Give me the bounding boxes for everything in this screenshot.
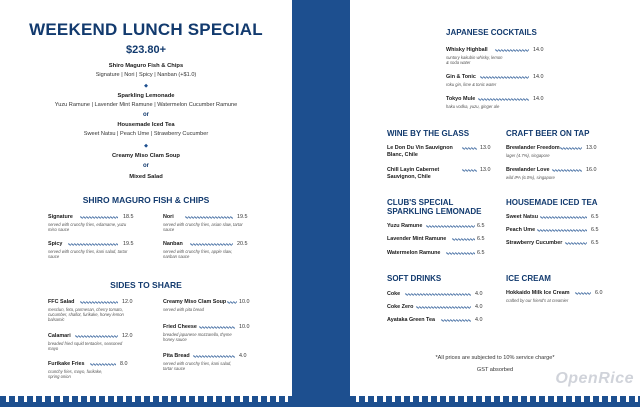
set-price: $23.80+ xyxy=(125,44,167,56)
iced-tea-section-title: HOUSEMADE ICED TEA xyxy=(506,198,598,207)
wine-section-title: WINE BY THE GLASS xyxy=(387,129,470,138)
menu-item-name: Le Don Du Vin Sauvignon Blanc, Chile xyxy=(387,145,453,158)
lemonade-section-title-line1: CLUB'S SPECIAL xyxy=(387,198,454,207)
menu-item-name: Spicy xyxy=(48,241,63,247)
ice-cream-section-title: ICE CREAM xyxy=(506,274,551,283)
beer-section-title: CRAFT BEER ON TAP xyxy=(506,129,590,138)
lemonade-section-title-line2: SPARKLING LEMONADE xyxy=(387,207,482,216)
menu-item-name: Pita Bread xyxy=(163,353,190,359)
menu-item-desc: wild IPA (6.0%), singapore xyxy=(506,175,555,180)
wave-divider-icon xyxy=(199,326,235,329)
menu-item-name: Gin & Tonic xyxy=(446,74,476,80)
wave-divider-icon xyxy=(227,301,237,304)
menu-item-price: 10.0 xyxy=(239,324,250,330)
wave-divider-icon xyxy=(540,216,587,219)
wave-divider-icon xyxy=(480,76,529,79)
menu-item-price: 13.0 xyxy=(586,145,597,151)
wave-divider-icon xyxy=(75,335,118,338)
wave-divider-icon xyxy=(575,292,591,295)
menu-item-desc: suntory kakubin whisky, lemon & soda water xyxy=(446,55,503,66)
menu-item-price: 12.0 xyxy=(122,333,133,339)
menu-item-desc: served with crunchy fries, apple slaw, nanban sauce xyxy=(163,249,233,260)
wave-divider-icon xyxy=(462,169,477,172)
menu-item-name: Coke Zero xyxy=(387,304,414,310)
menu-item-name: Brewlander Freedom xyxy=(506,145,560,151)
sides-section-title: SIDES TO SHARE xyxy=(110,280,182,290)
menu-item-desc: served with crunchy fries, kani salad, tartar sauce xyxy=(48,249,128,260)
menu-item-name: Ayataka Green Tea xyxy=(387,317,435,323)
menu-item-price: 6.5 xyxy=(477,236,485,242)
menu-item-desc: crafted by our friend's at creamier xyxy=(506,298,569,303)
set-drink-options: Yuzu Ramune | Lavender Mint Ramune | Watermelon Cucumber Ramune xyxy=(54,102,238,108)
menu-item-price: 6.5 xyxy=(477,223,485,229)
menu-item-name: Hokkaido Milk Ice Cream xyxy=(506,290,570,296)
menu-item-name: Nanban xyxy=(163,241,183,247)
wave-divider-icon xyxy=(190,243,233,246)
menu-item-price: 19.5 xyxy=(123,241,134,247)
menu-item-name: Nori xyxy=(163,214,174,220)
menu-item-name: Strawberry Cucumber xyxy=(506,240,563,246)
menu-item-price: 18.5 xyxy=(123,214,134,220)
menu-item-desc: breaded japanese mozzarella, thyme honey sauce xyxy=(163,332,232,343)
wave-divider-icon xyxy=(405,293,471,296)
wave-divider-icon xyxy=(441,319,471,322)
menu-item-name: Fried Cheese xyxy=(163,324,197,330)
diamond-divider-icon: ◆ xyxy=(144,83,148,89)
wave-divider-icon xyxy=(446,252,475,255)
menu-item-name: Tokyo Mule xyxy=(446,96,476,102)
wave-divider-icon xyxy=(565,242,587,245)
menu-item-price: 4.0 xyxy=(475,304,483,310)
menu-item-desc: served with crunchy fries, edamame, yuzu miso sauce xyxy=(48,222,127,233)
menu-item-name: Whisky Highball xyxy=(446,47,488,53)
menu-item-price: 6.5 xyxy=(477,250,485,256)
menu-item-price: 14.0 xyxy=(533,96,544,102)
menu-item-price: 13.0 xyxy=(480,145,491,151)
menu-item-price: 14.0 xyxy=(533,74,544,80)
menu-item-desc: served with crunchy fries, asian slaw, tartar sauce xyxy=(163,222,243,233)
set-main-name: Shiro Maguro Fish & Chips xyxy=(108,63,184,69)
right-menu-page xyxy=(350,0,640,402)
left-menu-page xyxy=(0,0,292,402)
menu-item-name: Brewlander Love xyxy=(506,167,550,173)
wave-divider-icon xyxy=(416,306,471,309)
weekend-lunch-title: WEEKEND LUNCH SPECIAL xyxy=(29,20,263,39)
menu-item-name: Yuzu Ramune xyxy=(387,223,423,229)
cocktails-section-title: JAPANESE COCKTAILS xyxy=(446,28,537,37)
menu-item-name: Sweet Natsu xyxy=(506,214,539,220)
set-soup-name: Creamy Miso Clam Soup xyxy=(112,153,180,159)
menu-item-price: 10.0 xyxy=(239,299,250,305)
wave-divider-icon xyxy=(552,169,582,172)
wave-divider-icon xyxy=(537,229,587,232)
menu-item-name: Calamari xyxy=(48,333,71,339)
menu-item-desc: haku vodka, yuzu, ginger ale xyxy=(446,104,500,109)
or-separator: or xyxy=(143,163,149,169)
bottom-wave-border xyxy=(0,396,292,402)
openrice-watermark: OpenRice xyxy=(555,370,634,387)
menu-item-desc: breaded fried squid tentacles, seasoned mayo xyxy=(48,341,123,352)
set-main-options: Signature | Nori | Spicy | Nanban (+$1.0) xyxy=(95,72,197,78)
menu-item-price: 13.0 xyxy=(480,167,491,173)
menu-item-desc: served with crunchy fries, kani salad, tartar sauce xyxy=(163,361,232,372)
fish-section-title: SHIRO MAGURO FISH & CHIPS xyxy=(82,195,210,205)
menu-item-price: 12.0 xyxy=(122,299,133,305)
wave-divider-icon xyxy=(478,98,529,101)
wave-divider-icon xyxy=(193,355,235,358)
menu-item-name: Creamy Miso Clam Soup xyxy=(163,299,227,305)
service-charge-note: *All prices are subjected to 10% service charge* xyxy=(435,355,555,361)
menu-item-name: Chill Layin Cabernet Sauvignon, Chile xyxy=(387,167,440,180)
menu-item-price: 4.0 xyxy=(475,317,483,323)
menu-item-price: 6.5 xyxy=(591,240,599,246)
menu-item-desc: roku gin, lime & tonic water xyxy=(446,82,497,87)
menu-item-name: Coke xyxy=(387,291,401,297)
set-tea-name: Housemade Iced Tea xyxy=(117,122,175,128)
or-separator: or xyxy=(143,112,149,118)
wave-divider-icon xyxy=(185,216,233,219)
menu-item-desc: lager (4.7%), singapore xyxy=(506,153,550,158)
menu-item-price: 19.5 xyxy=(237,214,248,220)
menu-item-name: Signature xyxy=(48,214,73,220)
set-drink-name: Sparkling Lemonade xyxy=(117,93,175,99)
menu-item-desc: mesclun, feta, parmesan, cherry tomato, cucumber, shallot, furikake, honey lemon balsamic xyxy=(48,307,124,323)
wave-divider-icon xyxy=(462,147,477,150)
wave-divider-icon xyxy=(68,243,118,246)
gst-note: GST absorbed xyxy=(476,367,514,373)
wave-divider-icon xyxy=(495,49,529,52)
menu-item-name: Furikake Fries xyxy=(48,361,85,367)
menu-item-price: 4.0 xyxy=(475,291,483,297)
menu-item-price: 6.5 xyxy=(591,214,599,220)
menu-item-price: 8.0 xyxy=(120,361,128,367)
diamond-divider-icon: ◆ xyxy=(144,143,148,149)
menu-item-price: 16.0 xyxy=(586,167,597,173)
menu-item-price: 14.0 xyxy=(533,47,544,53)
menu-item-price: 20.5 xyxy=(237,241,248,247)
menu-item-name: Watermelon Ramune xyxy=(387,250,441,256)
menu-item-price: 6.5 xyxy=(591,227,599,233)
bottom-wave-border xyxy=(350,396,640,402)
menu-item-desc: crunchy fries, mayo, furikake, spring onion xyxy=(48,369,103,380)
menu-item-name: Lavender Mint Ramune xyxy=(387,236,447,242)
menu-item-price: 4.0 xyxy=(239,353,247,359)
menu-item-price: 6.0 xyxy=(595,290,603,296)
menu-item-name: Peach Ume xyxy=(506,227,536,233)
wave-divider-icon xyxy=(80,216,118,219)
soft-drinks-section-title: SOFT DRINKS xyxy=(387,274,442,283)
wave-divider-icon xyxy=(90,363,116,366)
wave-divider-icon xyxy=(80,301,118,304)
set-salad-name: Mixed Salad xyxy=(129,174,163,180)
set-tea-options: Sweet Natsu | Peach Ume | Strawberry Cucumber xyxy=(83,131,209,137)
wave-divider-icon xyxy=(560,147,582,150)
menu-item-desc: served with pita bread xyxy=(163,307,204,312)
wave-divider-icon xyxy=(426,225,475,228)
wave-divider-icon xyxy=(452,238,475,241)
menu-item-name: FFC Salad xyxy=(48,299,75,305)
